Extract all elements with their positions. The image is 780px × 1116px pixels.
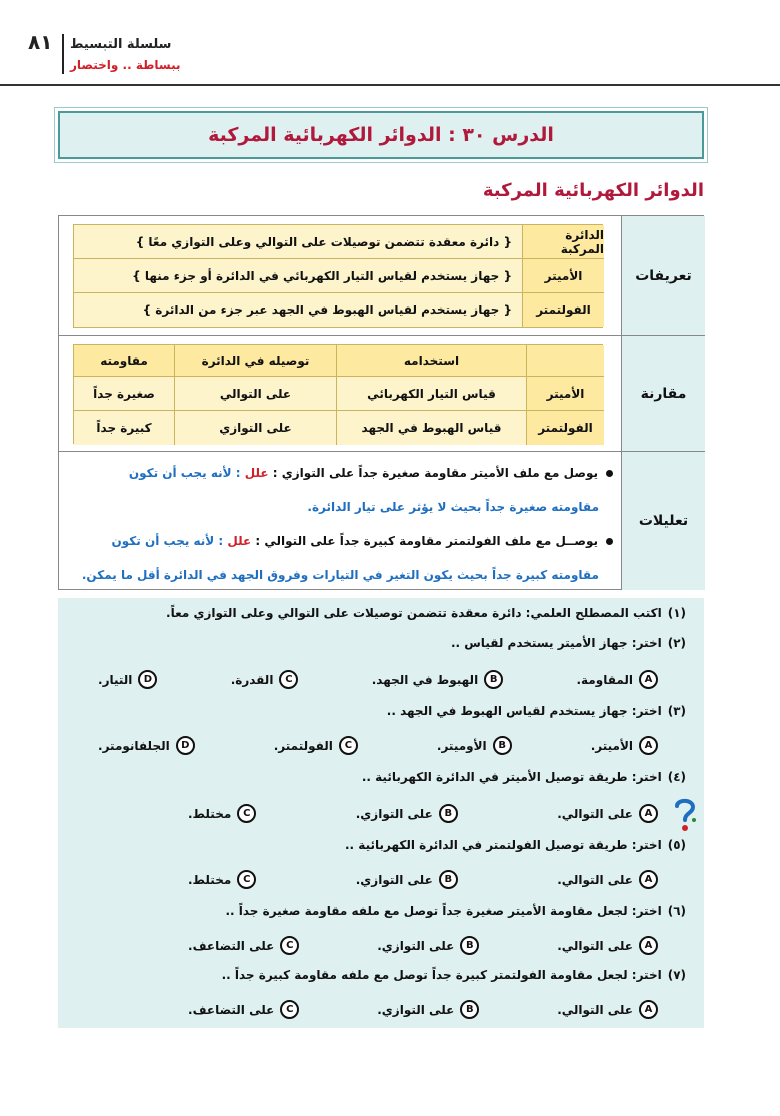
option[interactable] [557, 804, 658, 823]
option[interactable] [557, 870, 658, 889]
explanation-item [65, 524, 613, 558]
comparison-header-row [74, 345, 604, 377]
option[interactable] [188, 804, 256, 823]
question-text: اختر: طريقة توصيل الأميتر في الدائرة الكهربائية .. [361, 770, 662, 784]
explanation-statement: يوصــل مع ملف الفولتمتر مقاومة كبيرة جداً على التوالي : [255, 534, 598, 548]
options-row [188, 1000, 658, 1019]
series-slogan: ببساطة .. واختصار [70, 58, 181, 72]
question-item [387, 704, 686, 718]
option-letter-badge: B [484, 670, 503, 689]
option-letter-badge: C [237, 870, 256, 889]
definition-item [74, 293, 604, 327]
option-text: على التوالي. [557, 1002, 633, 1017]
question-item [362, 770, 686, 784]
option[interactable] [188, 936, 299, 955]
definitions-row [59, 216, 705, 336]
comparison-row [59, 336, 705, 452]
question-number: (٥) [667, 838, 686, 852]
question-text: اختر: جهاز الأميتر يستخدم لقياس .. [450, 636, 662, 650]
option[interactable] [188, 1000, 299, 1019]
explanations-label: تعليلات [621, 452, 705, 590]
comparison-cell: قياس الهبوط في الجهد [336, 411, 526, 445]
explanation-keyword: علل [227, 534, 252, 548]
option-letter-badge: B [439, 804, 458, 823]
summary-table [58, 215, 704, 590]
option-letter-badge: D [138, 670, 157, 689]
option[interactable] [231, 670, 299, 689]
option[interactable] [98, 670, 157, 689]
option-text: على التضاعف. [188, 938, 275, 953]
definition-item [74, 259, 604, 293]
definitions-label: تعريفات [621, 216, 705, 335]
option[interactable] [437, 736, 512, 755]
option[interactable] [591, 736, 658, 755]
option-text: على التوالي. [557, 872, 633, 887]
comparison-cell: على التوازي [174, 411, 336, 445]
comparison-cell: كبيرة جداً [74, 411, 174, 445]
option-text: على التوالي. [557, 806, 633, 821]
option-letter-badge: A [639, 936, 658, 955]
option[interactable] [372, 670, 503, 689]
option[interactable] [98, 736, 195, 755]
definition-item [74, 225, 604, 259]
comparison-header-cell: توصيله في الدائرة [174, 345, 336, 376]
definitions-grid [73, 224, 603, 328]
comparison-cell: الأميتر [526, 377, 604, 410]
option-letter-badge: B [439, 870, 458, 889]
option-text: الهبوط في الجهد. [371, 672, 479, 687]
option[interactable] [356, 804, 458, 823]
option-letter-badge: A [639, 736, 658, 755]
option-text: على التوازي. [377, 938, 455, 953]
page-number: ٨١ [28, 30, 53, 54]
options-row [188, 870, 658, 889]
explanation-reason-start: : لأنه يجب أن تكون [128, 466, 241, 480]
header-divider [62, 34, 64, 74]
bullet-icon [606, 470, 613, 477]
option-text: القدرة. [230, 672, 274, 687]
option-letter-badge: B [460, 1000, 479, 1019]
options-row [98, 670, 658, 689]
option-letter-badge: C [339, 736, 358, 755]
question-item [222, 968, 686, 982]
question-number: (١) [667, 606, 686, 620]
option-text: على التوازي. [377, 1002, 455, 1017]
question-number: (٣) [667, 704, 686, 718]
bullet-icon [606, 538, 613, 545]
option-text: الأميتر. [590, 738, 633, 753]
options-row [188, 936, 658, 955]
definition-text: { دائرة معقدة تتضمن توصيلات على التوالي وعلى التوازي معًا } [74, 225, 522, 258]
option-letter-badge: A [639, 870, 658, 889]
option-text: التيار. [98, 672, 133, 687]
comparison-data-row [74, 377, 604, 411]
definition-term: الأميتر [522, 259, 604, 292]
option-text: مختلط. [188, 872, 232, 887]
option-text: على التوازي. [355, 872, 433, 887]
option-text: مختلط. [188, 806, 232, 821]
option-text: الأوميتر. [436, 738, 487, 753]
explanation-item [65, 456, 613, 490]
comparison-cell: قياس التيار الكهربائي [336, 377, 526, 410]
definition-term: الفولتمتر [522, 293, 604, 327]
question-text: اكتب المصطلح العلمي: دائرة معقدة تتضمن توصيلات على التوالي وعلى التوازي معاً. [166, 606, 662, 620]
explanations-list [65, 456, 613, 592]
option-letter-badge: A [639, 1000, 658, 1019]
option-letter-badge: C [280, 936, 299, 955]
options-row [188, 804, 658, 823]
option-text: الفولتمتر. [273, 738, 333, 753]
question-item [345, 838, 686, 852]
comparison-cell: الفولتمتر [526, 411, 604, 445]
comparison-header-cell [526, 345, 604, 376]
option[interactable] [377, 936, 479, 955]
comparison-cell: صغيرة جداً [74, 377, 174, 410]
lesson-title-box [58, 111, 704, 159]
option-text: المقاومة. [576, 672, 633, 687]
option-letter-badge: B [493, 736, 512, 755]
question-number: (٤) [667, 770, 686, 784]
comparison-label: مقارنة [621, 336, 705, 451]
question-item [451, 636, 686, 650]
explanation-reason-end: مقاومته صغيرة جداً بحيث لا يؤثر على تيار الدائرة. [307, 500, 599, 514]
question-text: اختر: طريقة توصيل الفولتمتر في الدائرة الكهربائية .. [345, 838, 662, 852]
definition-term: الدائرة المركبة [522, 225, 604, 258]
question-mark-icon [672, 796, 698, 834]
option-letter-badge: C [237, 804, 256, 823]
option[interactable] [274, 736, 358, 755]
explanation-keyword: علل [244, 466, 269, 480]
option[interactable] [557, 1000, 658, 1019]
question-text: اختر: لجعل مقاومة الفولتمتر كبيرة جداً توصل مع ملفه مقاومة كبيرة جداً .. [221, 968, 662, 982]
option-letter-badge: B [460, 936, 479, 955]
option-letter-badge: A [639, 804, 658, 823]
explanation-statement: يوصل مع ملف الأميتر مقاومة صغيرة جداً على التوازي : [272, 466, 598, 480]
exercise-section [58, 598, 704, 1028]
option[interactable] [188, 870, 256, 889]
section-heading: الدوائر الكهربائية المركبة [482, 180, 704, 201]
question-text: اختر: جهاز يستخدم لقياس الهبوط في الجهد .. [386, 704, 662, 718]
option-text: على التوالي. [557, 938, 633, 953]
options-row [98, 736, 658, 755]
option-text: الجلفانومتر. [98, 738, 170, 753]
comparison-header-cell: مقاومته [74, 345, 174, 376]
page-header [0, 0, 780, 84]
comparison-data-row [74, 411, 604, 445]
comparison-grid [73, 344, 603, 444]
option-text: على التضاعف. [188, 1002, 275, 1017]
question-item [166, 606, 686, 620]
explanations-row [59, 452, 705, 590]
series-name: سلسلة التبسيط [70, 37, 172, 52]
option-letter-badge: C [279, 670, 298, 689]
question-text: اختر: لجعل مقاومة الأميتر صغيرة جداً توصل مع ملفه مقاومة صغيرة جداً .. [225, 904, 662, 918]
question-number: (٢) [667, 636, 686, 650]
option-text: على التوازي. [355, 806, 433, 821]
comparison-header-cell: استخدامه [336, 345, 526, 376]
question-item [225, 904, 686, 918]
explanation-reason-start: : لأنه يجب أن تكون [111, 534, 224, 548]
option[interactable] [356, 870, 458, 889]
option-letter-badge: A [639, 670, 658, 689]
option-letter-badge: C [280, 1000, 299, 1019]
comparison-cell: على التوالي [174, 377, 336, 410]
option[interactable] [557, 936, 658, 955]
option[interactable] [377, 1000, 479, 1019]
lesson-title: الدرس ٣٠ : الدوائر الكهربائية المركبة [208, 124, 554, 146]
question-number: (٦) [667, 904, 686, 918]
option[interactable] [576, 670, 658, 689]
question-number: (٧) [667, 968, 686, 982]
option-letter-badge: D [176, 736, 195, 755]
header-rule [0, 84, 780, 86]
explanation-reason-end: مقاومته كبيرة جداً بحيث يكون التغير في التيارات وفروق الجهد في الدائرة أقل ما يمكن. [81, 568, 599, 582]
definition-text: { جهاز يستخدم لقياس التيار الكهربائي في الدائرة أو جزء منها } [74, 259, 522, 292]
definition-text: { جهاز يستخدم لقياس الهبوط في الجهد عبر جزء من الدائرة } [74, 293, 522, 327]
